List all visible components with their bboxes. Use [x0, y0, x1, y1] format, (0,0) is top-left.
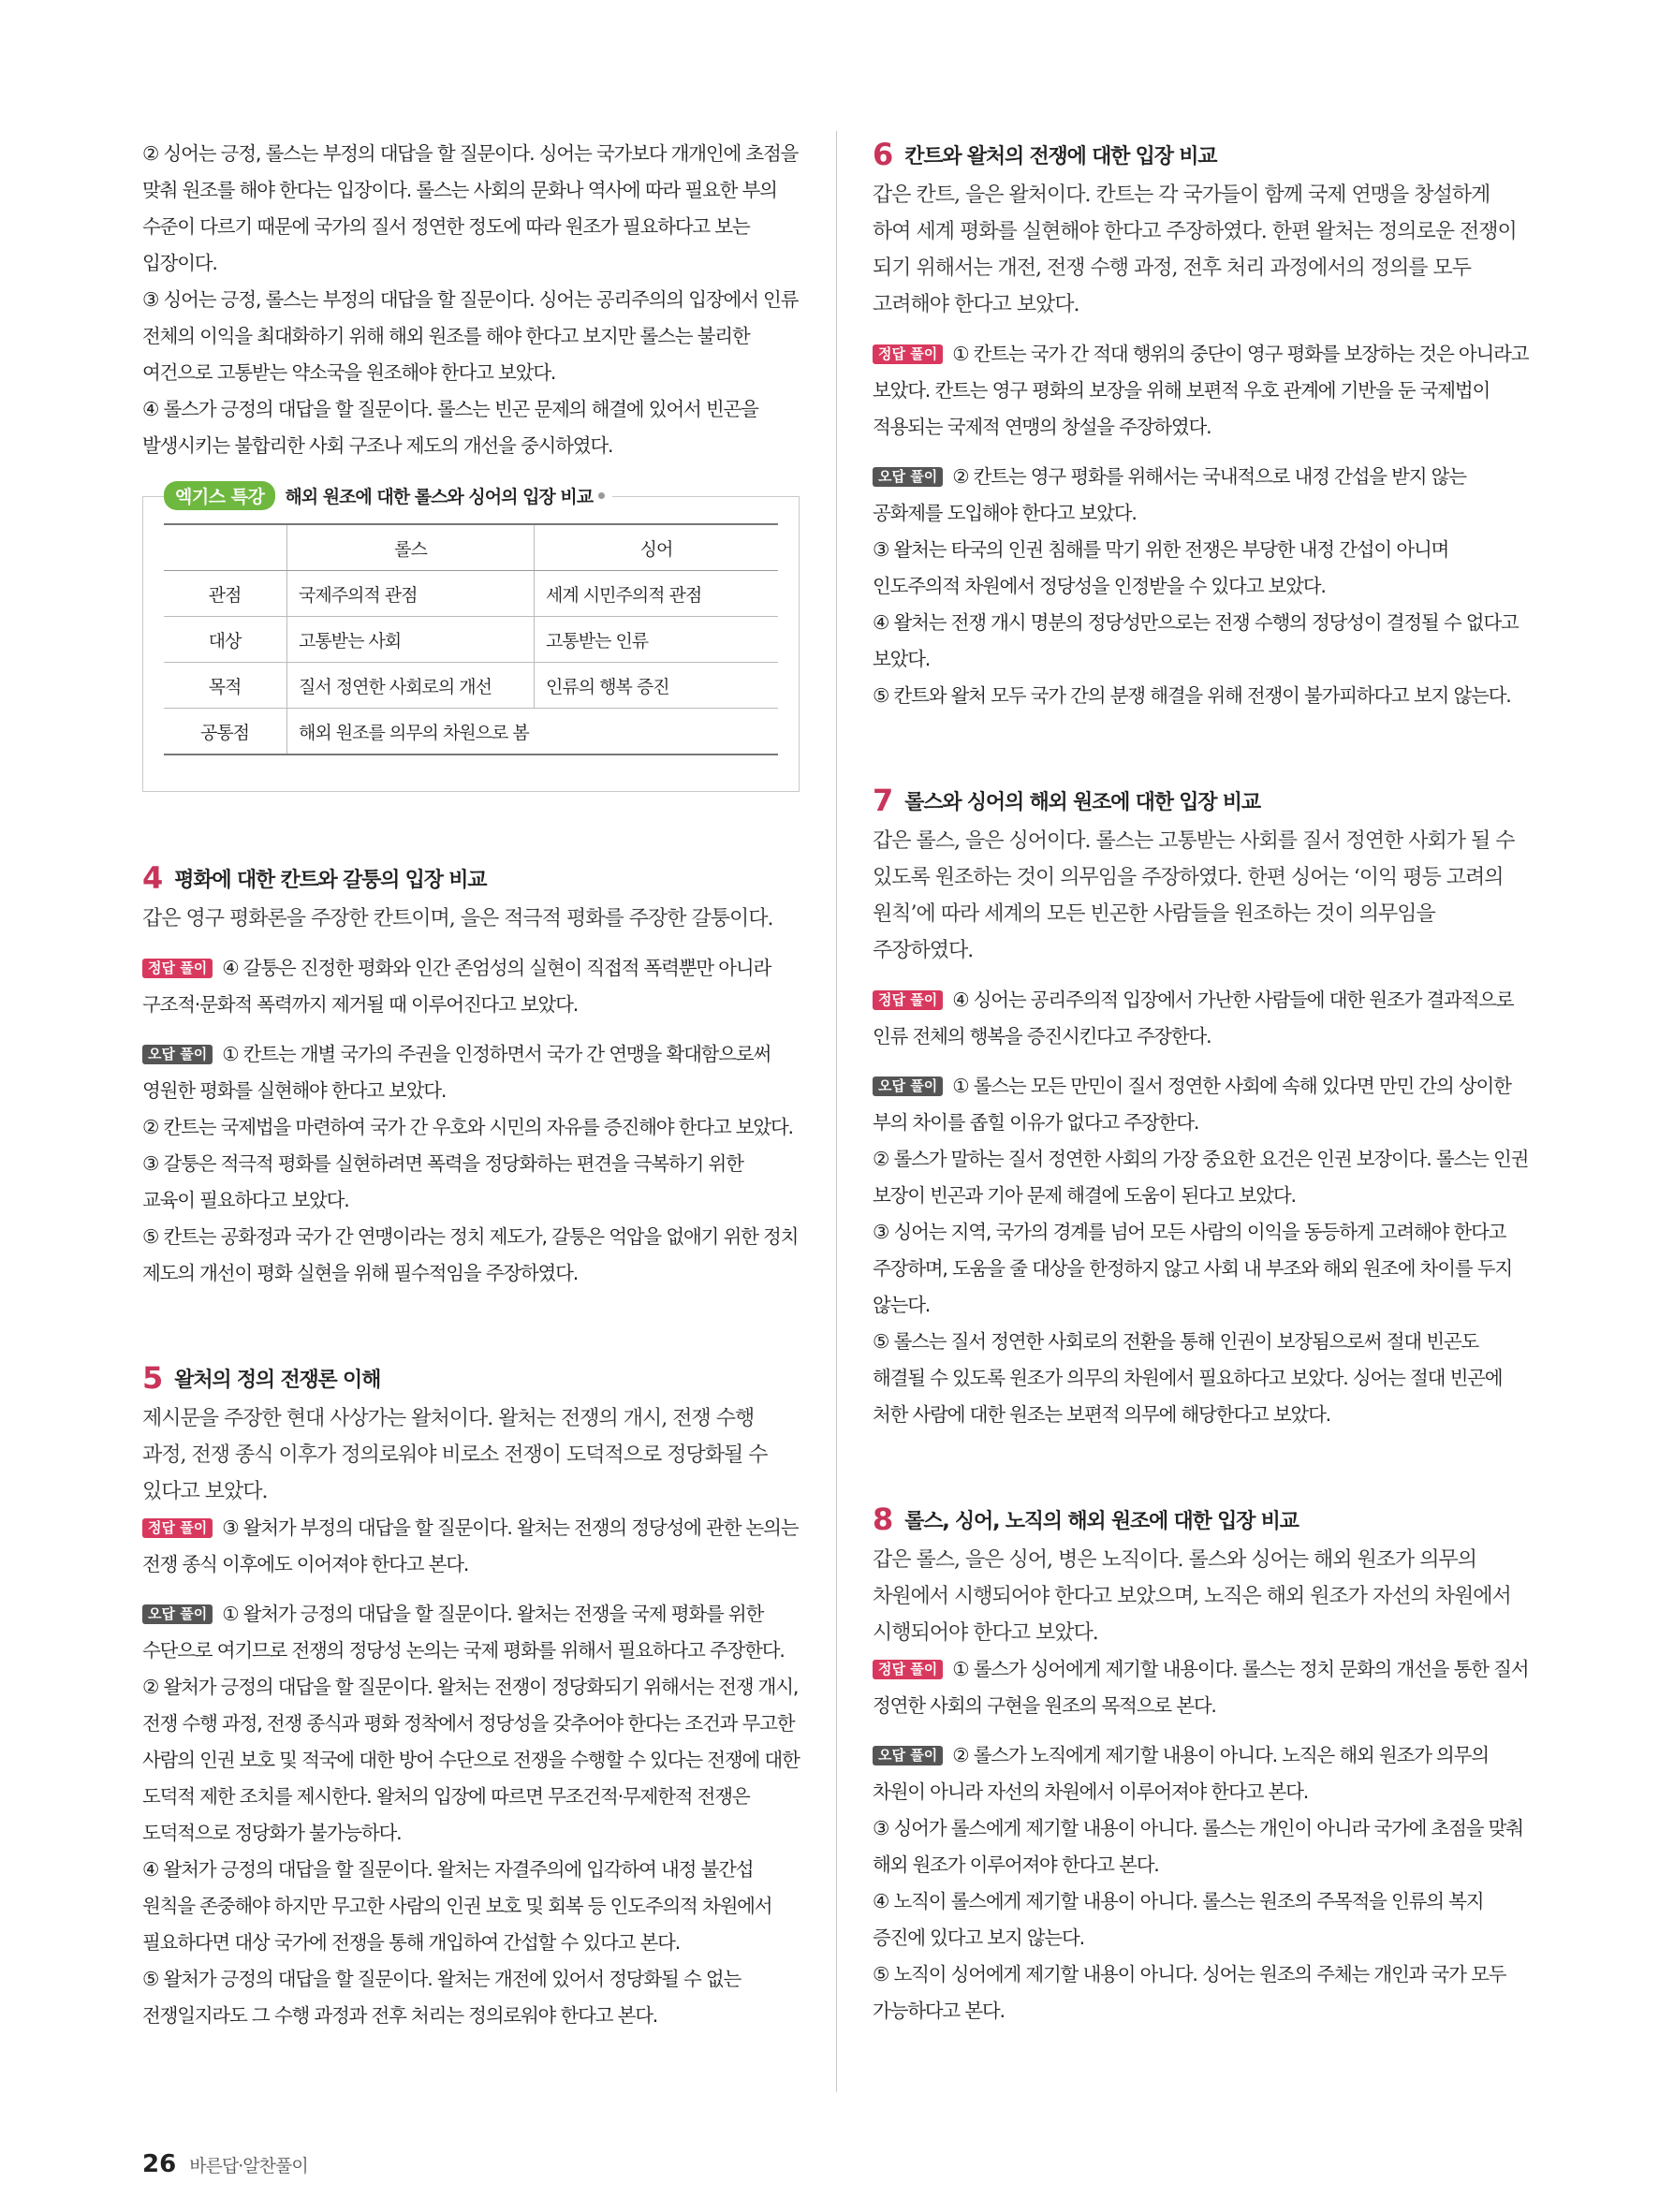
section-title: [873, 1501, 1530, 1538]
section-heading: 평화에 대한 칸트와 갈퉁의 입장 비교: [174, 868, 487, 892]
section-number: 8: [873, 1502, 894, 1537]
answer-explanation: [873, 1651, 1530, 1724]
wrong-text: ⑤ 롤스는 질서 정연한 사회로의 전환을 통해 인권이 보장됨으로써 절대 빈곤도 해결될 수 있도록 원조가 의무의 차원에서 필요하다고 보았다. 싱어는 절대 빈곤에 처한 사람에 대한 원조는 보편적 의무에 해당한다고 보았다.: [873, 1330, 1503, 1426]
answer-text: ④ 싱어는 공리주의적 입장에서 가난한 사람들에 대한 원조가 결과적으로 인류 전체의 행복을 증진시킨다고 주장한다.: [873, 989, 1514, 1047]
table-row: [164, 709, 778, 755]
section-title: [873, 136, 1530, 173]
answer-badge: 정답 풀이: [142, 1518, 213, 1538]
bullet-dot-icon: [598, 492, 605, 499]
table-header-blank: [164, 524, 287, 571]
wrong-explanation: [873, 459, 1530, 532]
table-row-header: 공통점: [164, 709, 287, 755]
section-number: 5: [142, 1360, 164, 1396]
table-header: 싱어: [535, 524, 779, 571]
wrong-text: ④ 왈처는 전쟁 개시 명분의 정당성만으로는 전쟁 수행의 정당성이 결정될 수 없다고 보았다.: [873, 611, 1519, 670]
intro-paragraph: ② 싱어는 긍정, 롤스는 부정의 대답을 할 질문이다. 싱어는 국가보다 개개인에 초점을 맞춰 원조를 해야 한다는 입장이다. 롤스는 사회의 문화나 역사에 따라 필요한 부의 수준이 다르기 때문에 국가의 질서 정연한 정도에 따라 원조가 필요하다고 보는 입장이다.: [142, 142, 799, 274]
table-header: 롤스: [287, 524, 535, 571]
table-row-header: 대상: [164, 617, 287, 663]
summary-box-label: [164, 481, 612, 510]
wrong-badge: 오답 풀이: [142, 1045, 213, 1064]
section-heading: 칸트와 왈처의 전쟁에 대한 입장 비교: [904, 144, 1217, 168]
wrong-text: ⑤ 노직이 싱어에게 제기할 내용이 아니다. 싱어는 원조의 주체는 개인과 국가 모두 가능하다고 본다.: [873, 1963, 1506, 2022]
wrong-text: ① 칸트는 개별 국가의 주권을 인정하면서 국가 간 연맹을 확대함으로써 영원한 평화를 실현해야 한다고 보았다.: [142, 1043, 771, 1102]
table-row-header: 목적: [164, 663, 287, 709]
comparison-table: [164, 523, 778, 755]
section-title: [873, 782, 1530, 819]
table-cell: 세계 시민주의적 관점: [535, 571, 779, 617]
section-number: 6: [873, 137, 894, 172]
table-row: [164, 663, 778, 709]
wrong-badge: 오답 풀이: [142, 1604, 213, 1624]
intro-paragraph: ③ 싱어는 긍정, 롤스는 부정의 대답을 할 질문이다. 싱어는 공리주의의 입장에서 인류 전체의 이익을 최대화하기 위해 해외 원조를 해야 한다고 보지만 롤스는 불리한 여건으로 고통받는 약소국을 원조해야 한다고 보았다.: [142, 288, 799, 384]
table-cell: 국제주의적 관점: [287, 571, 535, 617]
question-explanation: 갑은 롤스, 을은 싱어이다. 롤스는 고통받는 사회를 질서 정연한 사회가 될 수 있도록 원조하는 것이 의무임을 주장하였다. 한편 싱어는 ‘이익 평등 고려의 원칙’에 따라 세계의 모든 빈곤한 사람들을 원조하는 것이 의무임을 주장하였다.: [873, 829, 1515, 962]
wrong-text: ④ 왈처가 긍정의 대답을 할 질문이다. 왈처는 자결주의에 입각하여 내정 불간섭 원칙을 존중해야 하지만 무고한 사람의 인권 보호 및 회복 등 인도주의적 차원에서 필요하다면 대상 국가에 전쟁을 통해 개입하여 간섭할 수 있다고 본다.: [142, 1858, 772, 1954]
right-column: [873, 136, 1530, 2029]
answer-badge: 정답 풀이: [873, 344, 943, 364]
wrong-text: ③ 갈퉁은 적극적 평화를 실현하려면 폭력을 정당화하는 편견을 극복하기 위한 교육이 필요하다고 보았다.: [142, 1152, 743, 1211]
answer-badge: 정답 풀이: [142, 959, 213, 978]
answer-text: ④ 갈퉁은 진정한 평화와 인간 존엄성의 실현이 직접적 폭력뿐만 아니라 구조적·문화적 폭력까지 제거될 때 이루어진다고 보았다.: [142, 957, 771, 1016]
intro-paragraph: ④ 롤스가 긍정의 대답을 할 질문이다. 롤스는 빈곤 문제의 해결에 있어서 빈곤을 발생시키는 불합리한 사회 구조나 제도의 개선을 중시하였다.: [142, 398, 758, 457]
wrong-explanation: [142, 1036, 800, 1109]
wrong-text: ④ 노직이 롤스에게 제기할 내용이 아니다. 롤스는 원조의 주목적을 인류의 복지 증진에 있다고 보지 않는다.: [873, 1890, 1484, 1949]
wrong-text: ③ 싱어는 지역, 국가의 경계를 넘어 모든 사람의 이익을 동등하게 고려해야 한다고 주장하며, 도움을 줄 대상을 한정하지 않고 사회 내 부조와 해외 원조에 차이를 두지 않는다.: [873, 1221, 1513, 1316]
wrong-text: ② 칸트는 영구 평화를 위해서는 국내적으로 내정 간섭을 받지 않는 공화제를 도입해야 한다고 보았다.: [873, 465, 1466, 524]
section-heading: 롤스와 싱어의 해외 원조에 대한 입장 비교: [904, 790, 1260, 814]
left-column: [142, 136, 800, 2034]
wrong-text: ① 왈처가 긍정의 대답을 할 질문이다. 왈처는 전쟁을 국제 평화를 위한 수단으로 여기므로 전쟁의 정당성 논의는 국제 평화를 위해서 필요하다고 주장한다.: [142, 1603, 785, 1662]
answer-text: ① 롤스가 싱어에게 제기할 내용이다. 롤스는 정치 문화의 개선을 통한 질서 정연한 사회의 구현을 원조의 목적으로 본다.: [873, 1658, 1529, 1717]
question-explanation: 갑은 칸트, 을은 왈처이다. 칸트는 각 국가들이 함께 국제 연맹을 창설하게 하여 세계 평화를 실현해야 한다고 주장하였다. 한편 왈처는 정의로운 전쟁이 되기 위해서는 개전, 전쟁 수행 과정, 전후 처리 과정에서의 정의를 모두 고려해야 한다고 보았다.: [873, 183, 1517, 316]
section-number: 4: [142, 860, 164, 896]
section-number: 7: [873, 783, 894, 818]
table-cell: 질서 정연한 사회로의 개선: [287, 663, 535, 709]
question-explanation: 갑은 롤스, 을은 싱어, 병은 노직이다. 롤스와 싱어는 해외 원조가 의무의 차원에서 시행되어야 한다고 보았으며, 노직은 해외 원조가 자선의 차원에서 시행되어야 한다고 보았다.: [873, 1548, 1511, 1645]
table-header-row: [164, 524, 778, 571]
table-cell: 고통받는 인류: [535, 617, 779, 663]
wrong-explanation: [873, 1068, 1530, 1141]
table-cell: 고통받는 사회: [287, 617, 535, 663]
wrong-explanation: [873, 1737, 1530, 1810]
wrong-badge: 오답 풀이: [873, 1077, 943, 1096]
answer-explanation: [873, 982, 1530, 1055]
column-divider: [836, 131, 837, 2092]
wrong-text: ② 칸트는 국제법을 마련하여 국가 간 우호와 시민의 자유를 증진해야 한다고 보았다.: [142, 1116, 793, 1138]
wrong-badge: 오답 풀이: [873, 467, 943, 487]
section-heading: 왈처의 정의 전쟁론 이해: [174, 1368, 381, 1392]
page-number: 26: [142, 2150, 177, 2178]
answer-text: ③ 왈처가 부정의 대답을 할 질문이다. 왈처는 전쟁의 정당성에 관한 논의는 전쟁 종식 이후에도 이어져야 한다고 본다.: [142, 1516, 799, 1575]
wrong-text: ⑤ 왈처가 긍정의 대답을 할 질문이다. 왈처는 개전에 있어서 정당화될 수 없는 전쟁일지라도 그 수행 과정과 전후 처리는 정의로워야 한다고 본다.: [142, 1968, 741, 2027]
wrong-explanation: [142, 1596, 800, 1669]
summary-box-title: 해외 원조에 대한 롤스와 싱어의 입장 비교: [285, 487, 594, 507]
book-title: 바른답·알찬풀이: [189, 2156, 308, 2176]
section-heading: 롤스, 싱어, 노직의 해외 원조에 대한 입장 비교: [904, 1509, 1299, 1533]
wrong-text: ③ 왈처는 타국의 인권 침해를 막기 위한 전쟁은 부당한 내정 간섭이 아니며 인도주의적 차원에서 정당성을 인정받을 수 있다고 보았다.: [873, 538, 1449, 597]
answer-text: ① 칸트는 국가 간 적대 행위의 중단이 영구 평화를 보장하는 것은 아니라고 보았다. 칸트는 영구 평화의 보장을 위해 보편적 우호 관계에 기반을 둔 국제법이 적용되는 국제적 연맹의 창설을 주장하였다.: [873, 343, 1529, 438]
table-cell: 해외 원조를 의무의 차원으로 봄: [287, 709, 779, 755]
table-row: [164, 571, 778, 617]
answer-badge: 정답 풀이: [873, 1660, 943, 1679]
question-explanation: 제시문을 주장한 현대 사상가는 왈처이다. 왈처는 전쟁의 개시, 전쟁 수행 과정, 전쟁 종식 이후가 정의로워야 비로소 전쟁이 도덕적으로 정당화될 수 있다고 보았다.: [142, 1407, 768, 1503]
wrong-badge: 오답 풀이: [873, 1746, 943, 1765]
table-row: [164, 617, 778, 663]
table-cell: 인류의 행복 증진: [535, 663, 779, 709]
summary-box-tag: 엑기스 특강: [164, 481, 275, 510]
section-title: [142, 1359, 800, 1397]
section-title: [142, 859, 800, 897]
wrong-text: ② 롤스가 노직에게 제기할 내용이 아니다. 노직은 해외 원조가 의무의 차원이 아니라 자선의 차원에서 이루어져야 한다고 본다.: [873, 1744, 1489, 1803]
wrong-text: ② 롤스가 말하는 질서 정연한 사회의 가장 중요한 요건은 인권 보장이다. 롤스는 인권 보장이 빈곤과 기아 문제 해결에 도움이 된다고 보았다.: [873, 1148, 1529, 1207]
question-explanation: 갑은 영구 평화론을 주장한 칸트이며, 을은 적극적 평화를 주장한 갈퉁이다.: [142, 907, 773, 930]
answer-explanation: [142, 950, 800, 1023]
page-footer: [142, 2150, 308, 2178]
wrong-text: ⑤ 칸트는 공화정과 국가 간 연맹이라는 정치 제도가, 갈퉁은 억압을 없애기 위한 정치 제도의 개선이 평화 실현을 위해 필수적임을 주장하였다.: [142, 1225, 799, 1284]
summary-box: [142, 487, 800, 792]
wrong-text: ② 왈처가 긍정의 대답을 할 질문이다. 왈처는 전쟁이 정당화되기 위해서는 전쟁 개시, 전쟁 수행 과정, 전쟁 종식과 평화 정착에서 정당성을 갖추어야 한다는 조건과 무고한 사람의 인권 보호 및 적국에 대한 방어 수단으로 전쟁을 수행할 수 있다는 전쟁에 대한 도덕적 제한 조치를 제시한다. 왈처의 입장에 따르면 무조건적·무제한적 전쟁은 도덕적으로 정당화가 불가능하다.: [142, 1676, 800, 1844]
wrong-text: ③ 싱어가 롤스에게 제기할 내용이 아니다. 롤스는 개인이 아니라 국가에 초점을 맞춰 해외 원조가 이루어져야 한다고 본다.: [873, 1817, 1523, 1876]
answer-explanation: [873, 336, 1530, 446]
wrong-text: ① 롤스는 모든 만민이 질서 정연한 사회에 속해 있다면 만민 간의 상이한 부의 차이를 좁힐 이유가 없다고 주장한다.: [873, 1075, 1511, 1134]
wrong-text: ⑤ 칸트와 왈처 모두 국가 간의 분쟁 해결을 위해 전쟁이 불가피하다고 보지 않는다.: [873, 684, 1511, 707]
answer-badge: 정답 풀이: [873, 990, 943, 1010]
answer-explanation: [142, 1510, 800, 1583]
table-row-header: 관점: [164, 571, 287, 617]
